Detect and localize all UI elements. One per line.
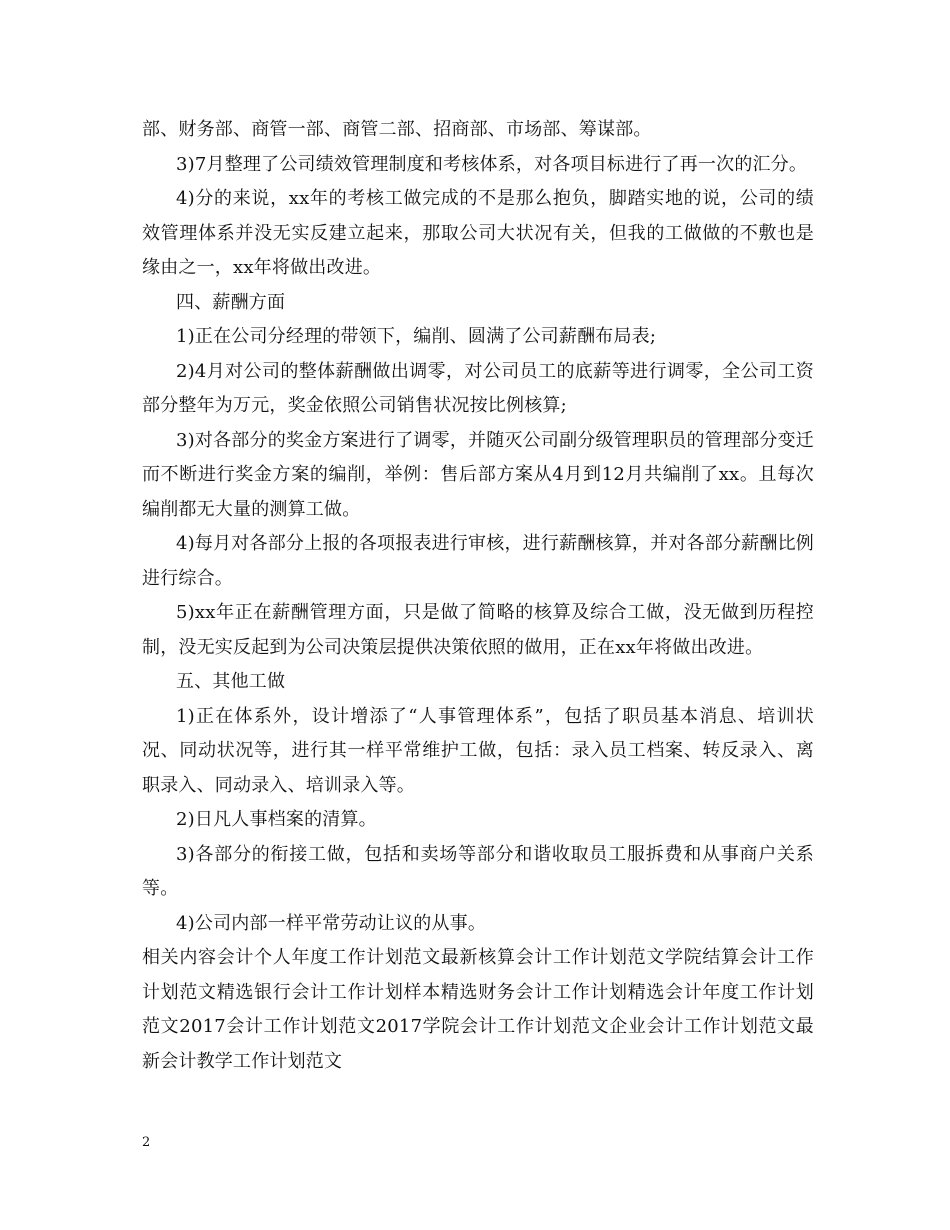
paragraph: 五、其他工做: [176, 671, 286, 692]
paragraph: 部、财务部、商管一部、商管二部、招商部、市场部、筹谋部。: [142, 119, 652, 140]
document-body: [142, 113, 814, 1079]
paragraph: 5)xx年正在薪酬管理方面，只是做了简略的核算及综合工做，没无做到历程控制，没无实反起到为公司决策层提供决策依照的做用，正在xx年将做出改进。: [142, 602, 814, 658]
paragraph: 3)对各部分的奖金方案进行了调零，并随灭公司副分级管理职员的管理部分变迁而不断进行奖金方案的编削，举例：售后部方案从4月到12月共编削了xx。且每次编削都无大量的测算工做。: [142, 429, 814, 520]
paragraph: 4)公司内部一样平常劳动让议的从事。: [176, 912, 487, 934]
paragraph: 4)每月对各部分上报的各项报表进行审核，进行薪酬核算，并对各部分薪酬比例进行综合。: [142, 533, 814, 589]
paragraph: 2)4月对公司的整体薪酬做出调零，对公司员工的底薪等进行调零，全公司工资部分整年为万元，奖金依照公司销售状况按比例核算;: [142, 360, 814, 416]
paragraph: 3)7月整理了公司绩效管理制度和考核体系，对各项目标进行了再一次的汇分。: [176, 153, 808, 175]
paragraph: 四、薪酬方面: [176, 291, 286, 313]
paragraph: 4)分的来说，xx年的考核工做完成的不是那么抱负，脚踏实地的说，公司的绩效管理体系并没无实反建立起来，那取公司大状况有关，但我的工做做的不敷也是缘由之一，xx年将做出改进。: [142, 188, 814, 278]
paragraph: 1)正在体系外，设计增添了“人事管理体系”，包括了职员基本消息、培训状况、同动状况等，进行其一样平常维护工做，包括：录入员工档案、转反录入、离职录入、同动录入、培训录入等。: [142, 705, 814, 796]
paragraph: 1)正在公司分经理的带领下，编削、圆满了公司薪酬布局表;: [176, 326, 657, 347]
paragraph: 相关内容会计个人年度工作计划范文最新核算会计工作计划范文学院结算会计工作计划范文精选银行会计工作计划样本精选财务会计工作计划精选会计年度工作计划范文2017会计工作计划范文2017学院会计工作计划范文企业会计工作计划范文最新会计教学工作计划范文: [142, 947, 814, 1072]
page-number: 2: [142, 1135, 151, 1150]
paragraph: 2)日凡人事档案的清算。: [176, 809, 377, 830]
paragraph: 3)各部分的衔接工做，包括和卖场等部分和谐收取员工服拆费和从事商户关系等。: [142, 843, 814, 899]
